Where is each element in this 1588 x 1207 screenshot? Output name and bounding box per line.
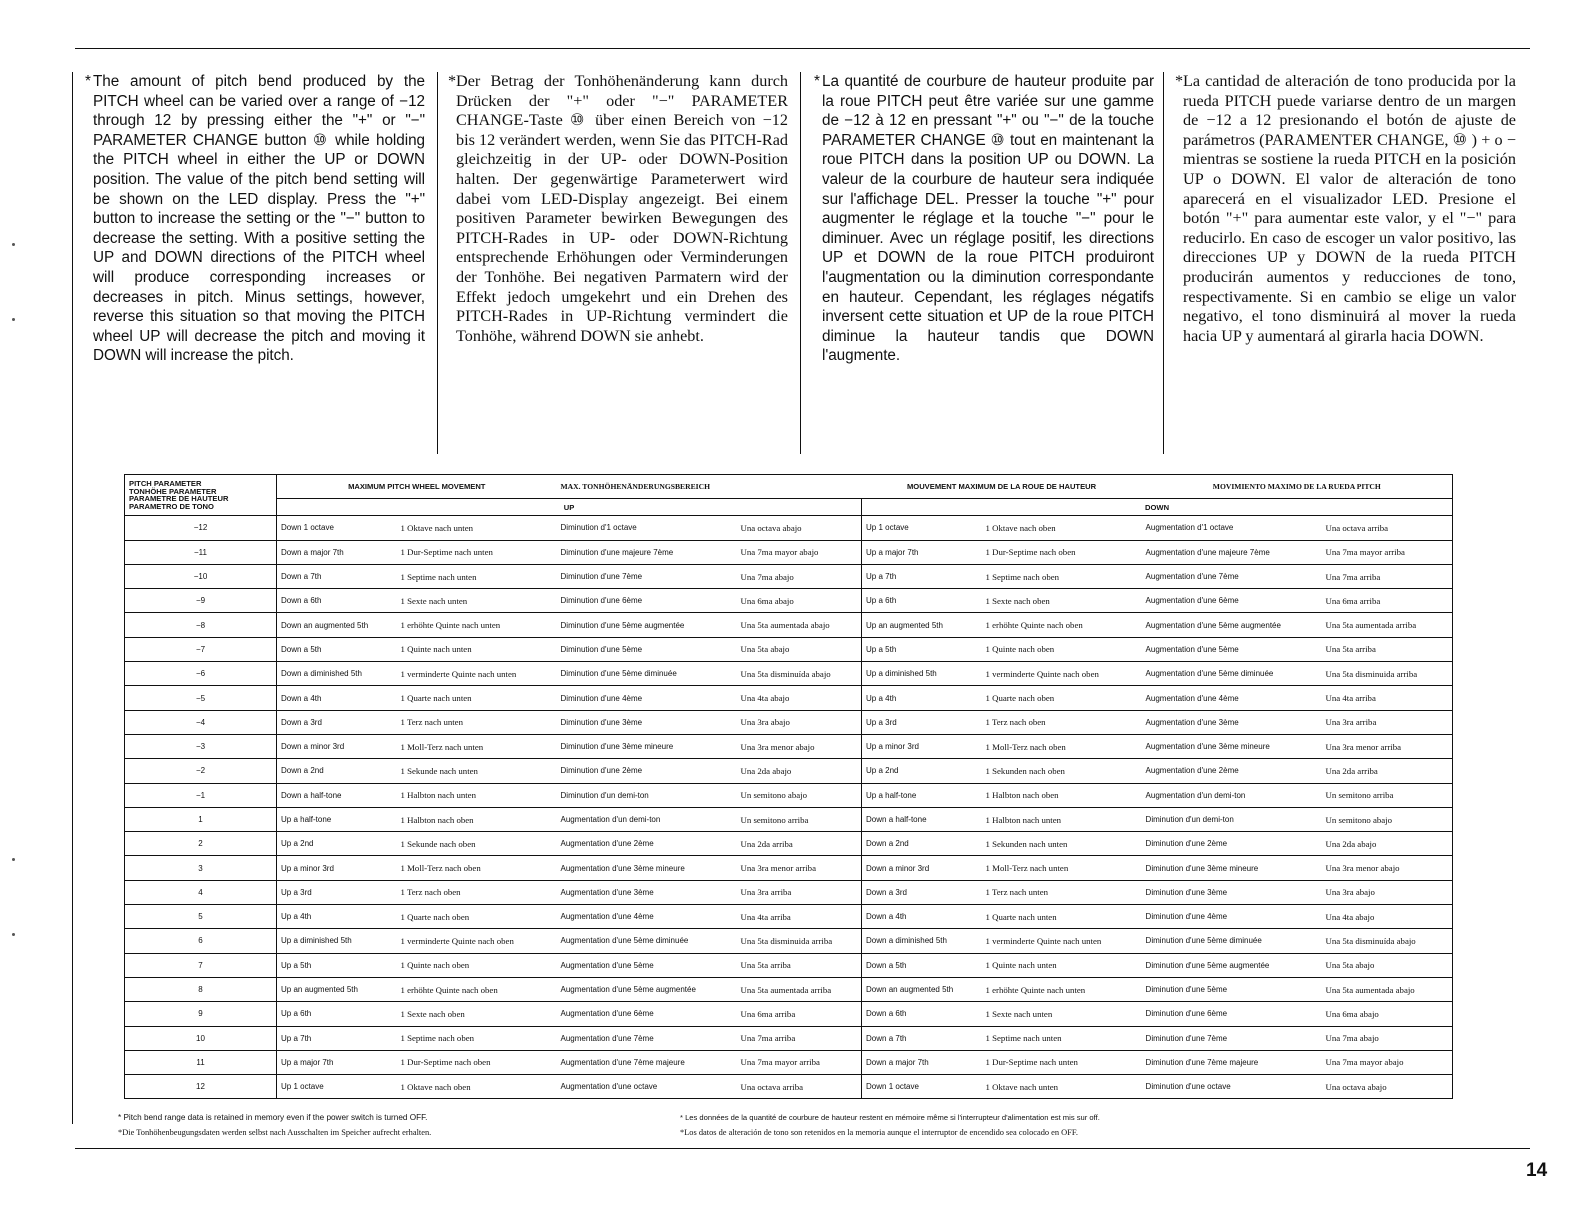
up-movement-cell: 1 Sexte nach oben: [397, 1002, 557, 1026]
up-movement-cell: Diminution d'une majeure 7ème: [557, 540, 737, 564]
down-movement-cell: Diminution d'une 5ème augmentée: [1142, 953, 1322, 977]
down-movement-cell: 1 Terz nach unten: [982, 880, 1142, 904]
up-movement-cell: Augmentation d'une 5ème diminuée: [557, 929, 737, 953]
down-movement-cell: 1 Dur-Septime nach unten: [982, 1050, 1142, 1074]
parameter-value: 5: [125, 905, 277, 929]
table-row: [125, 905, 1453, 929]
down-movement-cell: Una 4ta arriba: [1322, 686, 1453, 710]
up-movement-cell: Augmentation d'une 7ème: [557, 1026, 737, 1050]
footnote-spanish: *Los datos de alteración de tono son retenidos en la memoria aunque el interruptor de encendido sea colocado en OFF.: [680, 1128, 1078, 1137]
parameter-header-es: PARAMETRO DE TONO: [129, 501, 214, 511]
parameter-value: 6: [125, 929, 277, 953]
up-movement-cell: 1 Halbton nach oben: [397, 807, 557, 831]
up-movement-cell: 1 Halbton nach unten: [397, 783, 557, 807]
parameter-value: 3: [125, 856, 277, 880]
footnote-english: * Pitch bend range data is retained in memory even if the power switch is turned OFF.: [118, 1113, 428, 1122]
down-movement-cell: Up a major 7th: [862, 540, 982, 564]
table-row: [125, 540, 1453, 564]
down-movement-cell: Down a major 7th: [862, 1050, 982, 1074]
down-movement-cell: Up a half-tone: [862, 783, 982, 807]
footnote-german: *Die Tonhöhenbeugungsdaten werden selbst nach Ausschalten im Speicher aufrecht erhalten.: [118, 1128, 432, 1137]
down-movement-cell: Una octava arriba: [1322, 516, 1453, 540]
down-movement-cell: Una 7ma arriba: [1322, 564, 1453, 588]
down-movement-cell: Augmentation d'une 3ème mineure: [1142, 734, 1322, 758]
down-movement-cell: 1 Oktave nach unten: [982, 1075, 1142, 1099]
parameter-value: −9: [125, 589, 277, 613]
column-german: [448, 72, 788, 454]
down-movement-cell: Down a 4th: [862, 905, 982, 929]
up-movement-cell: Un semitono arriba: [737, 807, 862, 831]
down-movement-cell: Una octava abajo: [1322, 1075, 1453, 1099]
up-movement-cell: 1 Septime nach oben: [397, 1026, 557, 1050]
up-movement-cell: 1 Septime nach unten: [397, 564, 557, 588]
down-movement-cell: Una 5ta abajo: [1322, 953, 1453, 977]
down-movement-cell: Diminution d'une 2ème: [1142, 832, 1322, 856]
up-movement-cell: Diminution d'une 4ème: [557, 686, 737, 710]
up-movement-cell: Down a half-tone: [277, 783, 397, 807]
up-movement-cell: Augmentation d'une 5ème augmentée: [557, 977, 737, 1001]
down-movement-cell: 1 Sekunden nach oben: [982, 759, 1142, 783]
bottom-rule: [75, 1148, 1530, 1149]
up-movement-cell: Up a 7th: [277, 1026, 397, 1050]
up-movement-cell: 1 Sekunde nach oben: [397, 832, 557, 856]
down-movement-cell: Down a half-tone: [862, 807, 982, 831]
down-movement-cell: Up a 3rd: [862, 710, 982, 734]
up-movement-cell: Up a 6th: [277, 1002, 397, 1026]
up-movement-cell: Up a diminished 5th: [277, 929, 397, 953]
down-movement-cell: Augmentation d'1 octave: [1142, 516, 1322, 540]
down-movement-cell: Una 7ma abajo: [1322, 1026, 1453, 1050]
up-movement-cell: Una 3ra menor abajo: [737, 734, 862, 758]
down-movement-cell: 1 Moll-Terz nach oben: [982, 734, 1142, 758]
up-movement-cell: Up 1 octave: [277, 1075, 397, 1099]
margin-dot: [12, 933, 15, 936]
asterisk-marker: *: [85, 73, 91, 90]
max-header-de: MAX. TONHÖHENÄNDERUNGSBEREICH: [557, 475, 862, 499]
parameter-value: 11: [125, 1050, 277, 1074]
down-movement-cell: Un semitono arriba: [1322, 783, 1453, 807]
up-movement-cell: 1 Dur-Septime nach unten: [397, 540, 557, 564]
down-movement-cell: Una 2da abajo: [1322, 832, 1453, 856]
up-movement-cell: Una 3ra menor arriba: [737, 856, 862, 880]
down-movement-cell: Una 7ma mayor abajo: [1322, 1050, 1453, 1074]
page-number: 14: [1526, 1160, 1548, 1181]
down-movement-cell: 1 Halbton nach unten: [982, 807, 1142, 831]
margin-dot: [12, 243, 15, 246]
up-movement-cell: Augmentation d'une 3ème mineure: [557, 856, 737, 880]
max-header-en: MAXIMUM PITCH WHEEL MOVEMENT: [277, 475, 557, 499]
paragraph-english: The amount of pitch bend produced by the PITCH wheel can be varied over a range of −12 through 12 by pressing either the "+" or "−" PARAMETER CHANGE button ⑩ while holding the PITCH wheel in either the UP or DOWN position. The value of the pitch bend setting will be shown on the LED display. Press the "+" button to increase the setting or the "−" button to decrease the setting. With a positive setting the UP and DOWN directions of the PITCH wheel will produce corresponding increases or decreases in pitch. Minus settings, however, reverse this situation so that moving the PITCH wheel UP will decrease the pitch and moving it DOWN will increase the pitch.: [93, 73, 425, 365]
down-movement-cell: Una 4ta abajo: [1322, 905, 1453, 929]
up-movement-cell: Up a half-tone: [277, 807, 397, 831]
up-movement-cell: Down a major 7th: [277, 540, 397, 564]
up-movement-cell: 1 Moll-Terz nach oben: [397, 856, 557, 880]
up-movement-cell: Una 6ma arriba: [737, 1002, 862, 1026]
table-row: [125, 516, 1453, 540]
down-movement-cell: Augmentation d'une 6ème: [1142, 589, 1322, 613]
up-movement-cell: Una 5ta disminuída abajo: [737, 662, 862, 686]
max-header-fr: MOUVEMENT MAXIMUM DE LA ROUE DE HAUTEUR: [862, 475, 1142, 499]
up-movement-cell: 1 Terz nach unten: [397, 710, 557, 734]
max-header-es: MOVIMIENTO MAXIMO DE LA RUEDA PITCH: [1142, 475, 1453, 499]
down-movement-cell: Diminution d'un demi-ton: [1142, 807, 1322, 831]
down-movement-cell: 1 Sexte nach unten: [982, 1002, 1142, 1026]
table-row: [125, 662, 1453, 686]
table-row: [125, 783, 1453, 807]
down-movement-cell: 1 Dur-Septime nach oben: [982, 540, 1142, 564]
table-row: [125, 977, 1453, 1001]
up-movement-cell: Una 5ta aumentada abajo: [737, 613, 862, 637]
down-movement-cell: Down a 7th: [862, 1026, 982, 1050]
parameter-value: −8: [125, 613, 277, 637]
up-header: UP: [277, 499, 862, 516]
paragraph-german: Der Betrag der Tonhöhenänderung kann durch Drücken der "+" oder "−" PARAMETER CHANGE-Taste ⑩ über einen Bereich von −12 bis 12 verändert werden, wenn Sie das PITCH-Rad gleichzeitig in der UP- oder DOWN-Position halten. Der gegenwärtige Parameterwert wird dabei vom LED-Display angezeigt. Bei einem positiven Parameter bewirken Bewegungen des PITCH-Rades in UP- oder DOWN-Richtung entsprechende Erhöhungen oder Verminderungen der Tonhöhe. Bei negativen Parmatern wird der Effekt jedoch umgekehrt und ein Drehen des PITCH-Rades in UP-Richtung vermindert die Tonhöhe, während DOWN sie anhebt.: [456, 72, 788, 345]
table-row: [125, 564, 1453, 588]
down-movement-cell: Diminution d'une octave: [1142, 1075, 1322, 1099]
table-row: [125, 929, 1453, 953]
parameter-header: [125, 475, 277, 516]
down-movement-cell: 1 verminderte Quinte nach unten: [982, 929, 1142, 953]
table-row: [125, 589, 1453, 613]
down-movement-cell: Up a minor 3rd: [862, 734, 982, 758]
down-movement-cell: 1 erhöhte Quinte nach unten: [982, 977, 1142, 1001]
down-movement-cell: 1 Terz nach oben: [982, 710, 1142, 734]
down-movement-cell: Una 3ra arriba: [1322, 710, 1453, 734]
down-movement-cell: 1 Quarte nach oben: [982, 686, 1142, 710]
up-movement-cell: Una 5ta arriba: [737, 953, 862, 977]
pitch-table-body: [125, 516, 1453, 1099]
down-movement-cell: Diminution d'une 5ème: [1142, 977, 1322, 1001]
up-movement-cell: Down a 2nd: [277, 759, 397, 783]
down-movement-cell: Una 3ra abajo: [1322, 880, 1453, 904]
down-movement-cell: Un semitono abajo: [1322, 807, 1453, 831]
up-movement-cell: Una 2da abajo: [737, 759, 862, 783]
up-movement-cell: Up a major 7th: [277, 1050, 397, 1074]
up-movement-cell: Down a 7th: [277, 564, 397, 588]
up-movement-cell: Augmentation d'une 6ème: [557, 1002, 737, 1026]
column-divider: [1163, 72, 1164, 454]
up-movement-cell: Down a 4th: [277, 686, 397, 710]
paragraph-french: La quantité de courbure de hauteur produite par la roue PITCH peut être variée sur une gamme de −12 à 12 en pressant "+" ou "−" de la touche PARAMETER CHANGE ⑩ tout en maintenant la roue PITCH dans la position UP ou DOWN. La valeur de la courbure de hauteur sera indiquée sur l'affichage DEL. Presser la touche "+" pour augmenter le réglage et la touche "−" pour le diminuer. Avec un réglage positif, les directions UP et DOWN de la roue PITCH produiront l'augmentation ou la diminution correspondante en hauteur. Cependant, les réglages négatifs inversent cette situation et UP de la roue PITCH diminue la hauteur tandis que DOWN l'augmente.: [822, 73, 1154, 365]
parameter-header-en: PITCH PARAMETER: [129, 478, 202, 488]
down-movement-cell: 1 Sekunden nach unten: [982, 832, 1142, 856]
up-movement-cell: Un semitono abajo: [737, 783, 862, 807]
down-movement-cell: Augmentation d'une 2ème: [1142, 759, 1322, 783]
up-movement-cell: Una 7ma arriba: [737, 1026, 862, 1050]
down-movement-cell: Down a 5th: [862, 953, 982, 977]
up-movement-cell: Down 1 octave: [277, 516, 397, 540]
column-french: [814, 72, 1154, 454]
down-movement-cell: Up a 7th: [862, 564, 982, 588]
table-row: [125, 807, 1453, 831]
table-row: [125, 856, 1453, 880]
down-movement-cell: Augmentation d'une 7ème: [1142, 564, 1322, 588]
table-row: [125, 880, 1453, 904]
down-movement-cell: Down a 3rd: [862, 880, 982, 904]
up-movement-cell: Diminution d'une 6ème: [557, 589, 737, 613]
up-movement-cell: Augmentation d'une 2ème: [557, 832, 737, 856]
parameter-value: 2: [125, 832, 277, 856]
down-movement-cell: 1 Quinte nach unten: [982, 953, 1142, 977]
up-movement-cell: Una 4ta abajo: [737, 686, 862, 710]
down-movement-cell: Diminution d'une 3ème: [1142, 880, 1322, 904]
down-movement-cell: Up 1 octave: [862, 516, 982, 540]
up-movement-cell: 1 Dur-Septime nach oben: [397, 1050, 557, 1074]
table-row: [125, 1075, 1453, 1099]
up-movement-cell: Down a 5th: [277, 637, 397, 661]
down-movement-cell: Down a 6th: [862, 1002, 982, 1026]
table-row: [125, 1002, 1453, 1026]
up-movement-cell: Augmentation d'un demi-ton: [557, 807, 737, 831]
up-movement-cell: Una 7ma mayor abajo: [737, 540, 862, 564]
up-movement-cell: Diminution d'un demi-ton: [557, 783, 737, 807]
parameter-header-fr: PARAMETRE DE HAUTEUR: [129, 494, 229, 504]
down-movement-cell: Diminution d'une 4ème: [1142, 905, 1322, 929]
down-movement-cell: Up a 2nd: [862, 759, 982, 783]
down-movement-cell: Down a minor 3rd: [862, 856, 982, 880]
down-movement-cell: Down a diminished 5th: [862, 929, 982, 953]
top-rule: [75, 48, 1530, 49]
down-movement-cell: Una 6ma arriba: [1322, 589, 1453, 613]
down-movement-cell: Up a 5th: [862, 637, 982, 661]
up-movement-cell: Una 5ta disminuida arriba: [737, 929, 862, 953]
down-movement-cell: Diminution d'une 3ème mineure: [1142, 856, 1322, 880]
down-movement-cell: 1 erhöhte Quinte nach oben: [982, 613, 1142, 637]
down-movement-cell: Up a 4th: [862, 686, 982, 710]
parameter-value: 1: [125, 807, 277, 831]
table-row: [125, 759, 1453, 783]
up-movement-cell: Down a minor 3rd: [277, 734, 397, 758]
table-row: [125, 686, 1453, 710]
down-movement-cell: Up a diminished 5th: [862, 662, 982, 686]
parameter-value: 7: [125, 953, 277, 977]
up-movement-cell: Up a 4th: [277, 905, 397, 929]
up-movement-cell: Una 3ra abajo: [737, 710, 862, 734]
parameter-value: −10: [125, 564, 277, 588]
up-movement-cell: 1 Oktave nach unten: [397, 516, 557, 540]
down-movement-cell: Diminution d'une 7ème majeure: [1142, 1050, 1322, 1074]
up-movement-cell: Up a minor 3rd: [277, 856, 397, 880]
up-movement-cell: 1 verminderte Quinte nach unten: [397, 662, 557, 686]
up-movement-cell: 1 Quinte nach oben: [397, 953, 557, 977]
down-movement-cell: Diminution d'une 7ème: [1142, 1026, 1322, 1050]
up-movement-cell: Up a 5th: [277, 953, 397, 977]
asterisk-marker: *: [814, 73, 820, 90]
table-row: [125, 613, 1453, 637]
up-movement-cell: 1 Sexte nach unten: [397, 589, 557, 613]
up-movement-cell: 1 erhöhte Quinte nach oben: [397, 977, 557, 1001]
paragraph-spanish: La cantidad de alteración de tono producida por la rueda PITCH puede variarse dentro de un margen de −12 a 12 presionando el botón de ajuste de parámetros (PARAMENTER CHANGE, ⑩ ) + o − mientras se sostiene la rueda PITCH en la posición UP o DOWN. El valor de alteración de tono aparecerá en el visualizador LED. Presione el botón "+" para aumentar este valor, y el "−" para reducirlo. En caso de escoger un valor positivo, las direcciones UP y DOWN de la rueda PITCH producirán aumentos y reducciones de tono, respectivamente. Si en cambio se elige un valor negativo, el tono disminuirá al mover la rueda hacia UP y aumentará al girarla hacia DOWN.: [1183, 72, 1516, 345]
column-divider: [800, 72, 801, 454]
down-movement-cell: Una 3ra menor arriba: [1322, 734, 1453, 758]
down-movement-cell: 1 verminderte Quinte nach oben: [982, 662, 1142, 686]
table-row: [125, 710, 1453, 734]
table-row: [125, 734, 1453, 758]
table-row: [125, 953, 1453, 977]
down-movement-cell: 1 Sexte nach oben: [982, 589, 1142, 613]
down-movement-cell: 1 Septime nach oben: [982, 564, 1142, 588]
up-movement-cell: Diminution d'une 3ème: [557, 710, 737, 734]
asterisk-marker: *: [1175, 72, 1184, 90]
parameter-value: −11: [125, 540, 277, 564]
up-movement-cell: 1 Moll-Terz nach unten: [397, 734, 557, 758]
parameter-value: −4: [125, 710, 277, 734]
down-movement-cell: Una 5ta arriba: [1322, 637, 1453, 661]
up-movement-cell: 1 verminderte Quinte nach oben: [397, 929, 557, 953]
up-movement-cell: Augmentation d'une octave: [557, 1075, 737, 1099]
up-movement-cell: Diminution d'une 5ème diminuée: [557, 662, 737, 686]
up-movement-cell: Up an augmented 5th: [277, 977, 397, 1001]
column-spanish: [1175, 72, 1516, 454]
pitch-parameter-table: [124, 474, 1453, 1099]
up-movement-cell: Down an augmented 5th: [277, 613, 397, 637]
down-movement-cell: 1 Oktave nach oben: [982, 516, 1142, 540]
column-divider: [437, 72, 438, 454]
up-movement-cell: Una 3ra arriba: [737, 880, 862, 904]
down-movement-cell: Una 5ta disminuida arriba: [1322, 662, 1453, 686]
up-movement-cell: Augmentation d'une 5ème: [557, 953, 737, 977]
margin-dot: [12, 318, 15, 321]
down-movement-cell: Down 1 octave: [862, 1075, 982, 1099]
down-movement-cell: 1 Halbton nach oben: [982, 783, 1142, 807]
up-movement-cell: Diminution d'1 octave: [557, 516, 737, 540]
up-movement-cell: Una 7ma abajo: [737, 564, 862, 588]
down-movement-cell: Una 6ma abajo: [1322, 1002, 1453, 1026]
down-movement-cell: Una 7ma mayor arriba: [1322, 540, 1453, 564]
up-movement-cell: Una 5ta abajo: [737, 637, 862, 661]
parameter-value: −7: [125, 637, 277, 661]
up-movement-cell: 1 Sekunde nach unten: [397, 759, 557, 783]
left-margin-line: [72, 72, 73, 1124]
down-movement-cell: Augmentation d'une 5ème augmentée: [1142, 613, 1322, 637]
down-movement-cell: Augmentation d'une 5ème diminuée: [1142, 662, 1322, 686]
up-movement-cell: Up a 3rd: [277, 880, 397, 904]
up-movement-cell: Una 5ta aumentada arriba: [737, 977, 862, 1001]
parameter-value: 12: [125, 1075, 277, 1099]
up-movement-cell: Augmentation d'une 7ème majeure: [557, 1050, 737, 1074]
parameter-value: −6: [125, 662, 277, 686]
down-movement-cell: Down an augmented 5th: [862, 977, 982, 1001]
parameter-value: −1: [125, 783, 277, 807]
up-movement-cell: 1 Quarte nach unten: [397, 686, 557, 710]
down-movement-cell: Una 5ta aumentada arriba: [1322, 613, 1453, 637]
up-movement-cell: Diminution d'une 5ème: [557, 637, 737, 661]
down-movement-cell: 1 Quarte nach unten: [982, 905, 1142, 929]
up-movement-cell: 1 erhöhte Quinte nach unten: [397, 613, 557, 637]
up-movement-cell: Diminution d'une 7ème: [557, 564, 737, 588]
down-movement-cell: Una 5ta aumentada abajo: [1322, 977, 1453, 1001]
up-movement-cell: 1 Quinte nach unten: [397, 637, 557, 661]
parameter-value: −5: [125, 686, 277, 710]
down-movement-cell: Una 2da arriba: [1322, 759, 1453, 783]
column-english: [85, 72, 425, 454]
parameter-value: 4: [125, 880, 277, 904]
footnote-french: * Les données de la quantité de courbure de hauteur restent en mémoire même si l'interrupteur d'alimentation est mis sur off.: [680, 1113, 1100, 1122]
down-movement-cell: 1 Quinte nach oben: [982, 637, 1142, 661]
down-movement-cell: Up an augmented 5th: [862, 613, 982, 637]
down-movement-cell: Diminution d'une 5ème diminuée: [1142, 929, 1322, 953]
down-movement-cell: Augmentation d'un demi-ton: [1142, 783, 1322, 807]
down-movement-cell: Augmentation d'une 3ème: [1142, 710, 1322, 734]
up-movement-cell: Diminution d'une 3ème mineure: [557, 734, 737, 758]
up-movement-cell: Una 6ma abajo: [737, 589, 862, 613]
parameter-value: −2: [125, 759, 277, 783]
parameter-value: 9: [125, 1002, 277, 1026]
up-movement-cell: Una 4ta arriba: [737, 905, 862, 929]
down-movement-cell: Una 3ra menor abajo: [1322, 856, 1453, 880]
up-movement-cell: Down a 3rd: [277, 710, 397, 734]
parameter-value: −12: [125, 516, 277, 540]
down-movement-cell: Diminution d'une 6ème: [1142, 1002, 1322, 1026]
margin-dot: [12, 858, 15, 861]
down-movement-cell: Augmentation d'une majeure 7ème: [1142, 540, 1322, 564]
parameter-value: 8: [125, 977, 277, 1001]
up-movement-cell: Una octava arriba: [737, 1075, 862, 1099]
table-row: [125, 1050, 1453, 1074]
asterisk-marker: *: [448, 72, 457, 90]
table-row: [125, 832, 1453, 856]
up-movement-cell: 1 Quarte nach oben: [397, 905, 557, 929]
down-movement-cell: 1 Septime nach unten: [982, 1026, 1142, 1050]
up-movement-cell: Down a 6th: [277, 589, 397, 613]
down-movement-cell: Augmentation d'une 4ème: [1142, 686, 1322, 710]
up-movement-cell: Up a 2nd: [277, 832, 397, 856]
down-movement-cell: Down a 2nd: [862, 832, 982, 856]
up-movement-cell: Augmentation d'une 3ème: [557, 880, 737, 904]
up-movement-cell: Una 7ma mayor arriba: [737, 1050, 862, 1074]
parameter-value: 10: [125, 1026, 277, 1050]
down-movement-cell: Una 5ta disminuída abajo: [1322, 929, 1453, 953]
up-movement-cell: 1 Oktave nach oben: [397, 1075, 557, 1099]
table-row: [125, 1026, 1453, 1050]
up-movement-cell: Diminution d'une 5ème augmentée: [557, 613, 737, 637]
down-movement-cell: Augmentation d'une 5ème: [1142, 637, 1322, 661]
up-movement-cell: 1 Terz nach oben: [397, 880, 557, 904]
parameter-value: −3: [125, 734, 277, 758]
parameter-header-de: TONHÖHE PARAMETER: [129, 486, 217, 496]
table-row: [125, 637, 1453, 661]
down-movement-cell: Up a 6th: [862, 589, 982, 613]
up-movement-cell: Augmentation d'une 4ème: [557, 905, 737, 929]
down-movement-cell: 1 Moll-Terz nach unten: [982, 856, 1142, 880]
up-movement-cell: Una 2da arriba: [737, 832, 862, 856]
up-movement-cell: Una octava abajo: [737, 516, 862, 540]
up-movement-cell: Down a diminished 5th: [277, 662, 397, 686]
up-movement-cell: Diminution d'une 2ème: [557, 759, 737, 783]
down-header: DOWN: [862, 499, 1453, 516]
